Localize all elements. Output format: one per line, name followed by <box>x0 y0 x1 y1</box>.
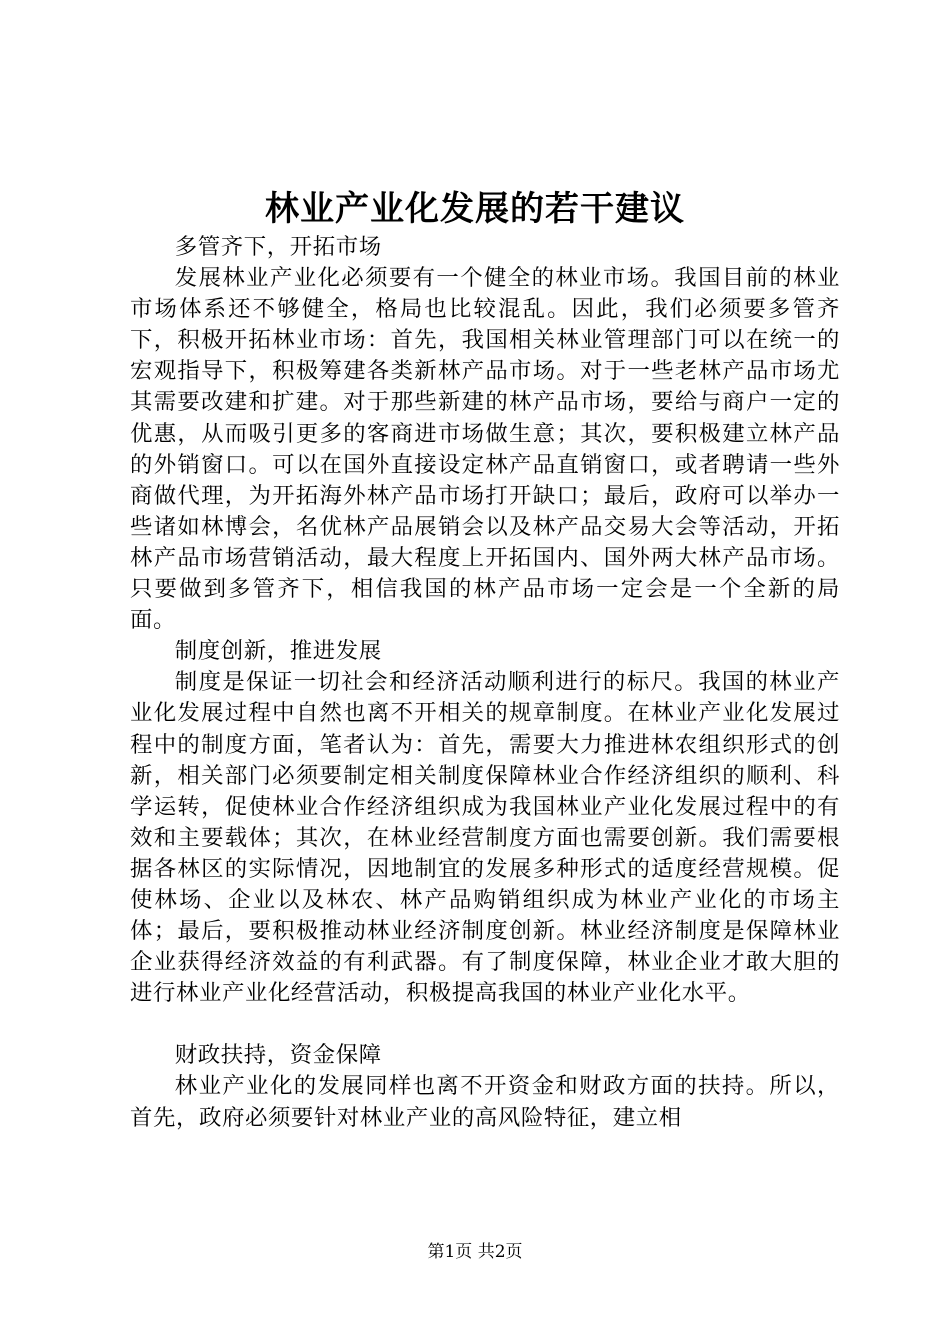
section-heading-system: 制度创新，推进发展 <box>174 638 382 665</box>
document-body <box>130 232 840 1134</box>
section-heading-finance: 财政扶持，资金保障 <box>174 1042 382 1069</box>
page-number-footer: 第1页 共2页 <box>427 1242 523 1262</box>
section-paragraph-finance: 林业产业化的发展同样也离不开资金和财政方面的扶持。所以，首先，政府必须要针对林业产业的高风险特征，建立相 <box>130 1073 840 1131</box>
section-heading-market: 多管齐下，开拓市场 <box>174 234 382 260</box>
document-title: 林业产业化发展的若干建议 <box>265 189 685 229</box>
section-paragraph-system: 制度是保证一切社会和经济活动顺利进行的标尺。我国的林业产业化发展过程中自然也离不开相关的规章制度。在林业产业化发展过程中的制度方面，笔者认为：首先，需要大力推进林农组织形式的创新，相关部门必须要制定相关制度保障林业合作经济组织的顺利、科学运转，促使林业合作经济组织成为我国林业产业化发展过程中的有效和主要载体；其次，在林业经营制度方面也需要创新。我们需要根据各林区的实际情况，因地制宜的发展多种形式的适度经营规模。促使林场、企业以及林农、林产品购销组织成为林业产业化的市场主体；最后，要积极推动林业经济制度创新。林业经济制度是保障林业企业获得经济效益的有利武器。有了制度保障，林业企业才敢大胆的进行林业产业化经营活动，积极提高我国的林业产业化水平。 <box>130 669 840 1007</box>
section-paragraph-market: 发展林业产业化必须要有一个健全的林业市场。我国目前的林业市场体系还不够健全，格局也比较混乱。因此，我们必须要多管齐下，积极开拓林业市场：首先，我国相关林业管理部门可以在统一的宏观指导下，积极筹建各类新林产品市场。对于一些老林产品市场尤其需要改建和扩建。对于那些新建的林产品市场，要给与商户一定的优惠，从而吸引更多的客商进市场做生意；其次，要积极建立林产品的外销窗口。可以在国外直接设定林产品直销窗口，或者聘请一些外商做代理，为开拓海外林产品市场打开缺口；最后，政府可以举办一些诸如林博会，名优林产品展销会以及林产品交易大会等活动，开拓林产品市场营销活动，最大程度上开拓国内、国外两大林产品市场。只要做到多管齐下，相信我国的林产品市场一定会是一个全新的局面。 <box>130 265 840 634</box>
